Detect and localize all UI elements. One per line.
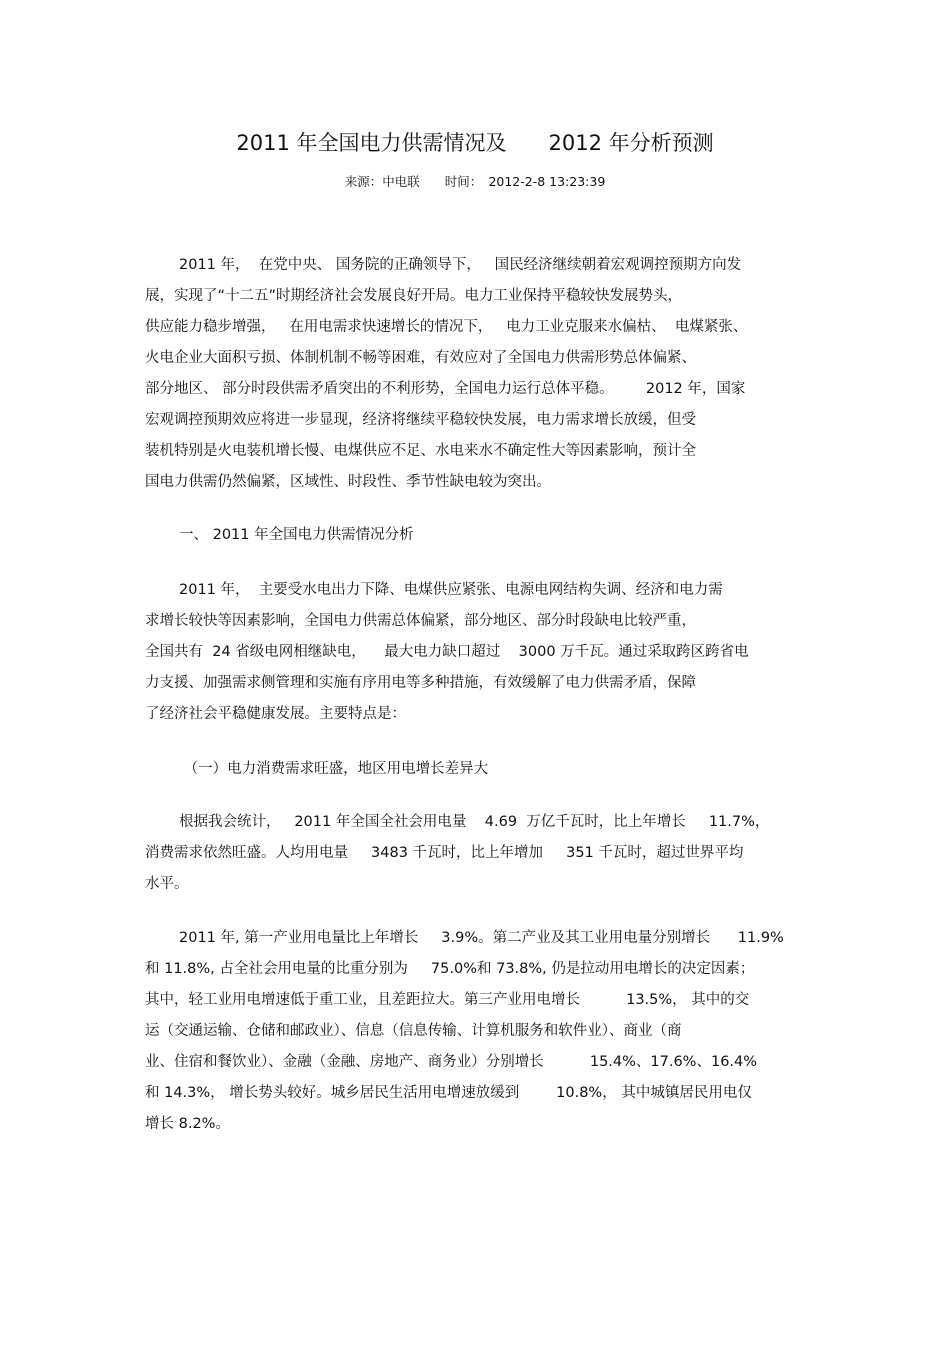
page-title: 2011 年全国电力供需情况及 2012 年分析预测: [236, 131, 714, 155]
paragraph-line: 其中，轻工业用电增速低于重工业，且差距拉大。第三产业用电增长 13.5%， 其中的交: [145, 992, 750, 1008]
paragraph-line: 部分地区、 部分时段供需矛盾突出的不利形势，全国电力运行总体平稳。 2012 年，国家: [145, 381, 746, 397]
paragraph-line: 全国共有 24 省级电网相继缺电， 最大电力缺口超过 3000 万千瓦。通过采取跨区跨省电: [145, 644, 749, 660]
paragraph-line: 消费需求依然旺盛。人均用电量 3483 千瓦时，比上年增加 351 千瓦时，超过世界平均: [145, 845, 744, 861]
paragraph-line: 求增长较快等因素影响，全国电力供需总体偏紧，部分地区、部分时段缺电比较严重，: [145, 613, 696, 629]
paragraph-line: 水平。: [145, 876, 189, 892]
paragraph-line: 增长 8.2%。: [145, 1116, 230, 1132]
paragraph-line: 国电力供需仍然偏紧，区域性、时段性、季节性缺电较为突出。: [145, 474, 551, 490]
source-time-line: 来源：中电联 时间： 2012-2-8 13:23:39: [344, 174, 606, 189]
subsection-heading: [145, 754, 835, 785]
analysis-paragraph: [145, 575, 835, 730]
subsection-heading-text: （一）电力消费需求旺盛，地区用电增长差异大: [179, 761, 489, 777]
paragraph-line: 力支援、加强需求侧管理和实施有序用电等多种措施，有效缓解了电力供需矛盾，保障: [145, 675, 696, 691]
paragraph-line: 和 11.8%, 占全社会用电量的比重分别为 75.0%和 73.8%, 仍是拉动用电增长的决定因素；: [145, 961, 755, 977]
paragraph-line: 2011 年， 在党中央、 国务院的正确领导下， 国民经济继续朝着宏观调控预期方向发: [179, 257, 742, 273]
paragraph-line: 业、住宿和餐饮业）、金融（金融、房地产、商务业）分别增长 15.4%、17.6%、16.4%: [145, 1054, 758, 1070]
section-heading-text: 一、 2011 年全国电力供需情况分析: [179, 527, 414, 543]
consumption-paragraph: [145, 807, 835, 900]
paragraph-line: 装机特别是火电装机增长慢、电煤供应不足、水电来水不确定性大等因素影响，预计全: [145, 443, 696, 459]
paragraph-line: 供应能力稳步增强， 在用电需求快速增长的情况下， 电力工业克服来水偏枯、 电煤紧张、: [145, 319, 748, 335]
paragraph-line: 2011 年, 第一产业用电量比上年增长 3.9%。第二产业及其工业用电量分别增长 11.9%: [179, 930, 784, 946]
paragraph-line: 和 14.3%， 增长势头较好。城乡居民生活用电增速放缓到 10.8%， 其中城镇居民用电仅: [145, 1085, 752, 1101]
paragraph-line: 宏观调控预期效应将进一步显现，经济将继续平稳较快发展，电力需求增长放缓，但受: [145, 412, 696, 428]
intro-paragraph: [145, 250, 835, 498]
industry-paragraph: [145, 923, 835, 1140]
paragraph-line: 展，实现了“十二五”时期经济社会发展良好开局。电力工业保持平稳较快发展势头，: [145, 288, 683, 304]
paragraph-line: 了经济社会平稳健康发展。主要特点是：: [145, 706, 406, 722]
paragraph-line: 2011 年， 主要受水电出力下降、电煤供应紧张、电源电网结构失调、经济和电力需: [179, 582, 723, 598]
paragraph-line: 根据我会统计， 2011 年全国全社会用电量 4.69 万亿千瓦时，比上年增长 11.7%，: [179, 814, 770, 830]
paragraph-line: 运（交通运输、仓储和邮政业）、信息（信息传输、计算机服务和软件业）、商业（商: [145, 1023, 682, 1039]
section-heading: [145, 520, 835, 551]
paragraph-line: 火电企业大面积亏损、体制机制不畅等困难，有效应对了全国电力供需形势总体偏紧、: [145, 350, 696, 366]
